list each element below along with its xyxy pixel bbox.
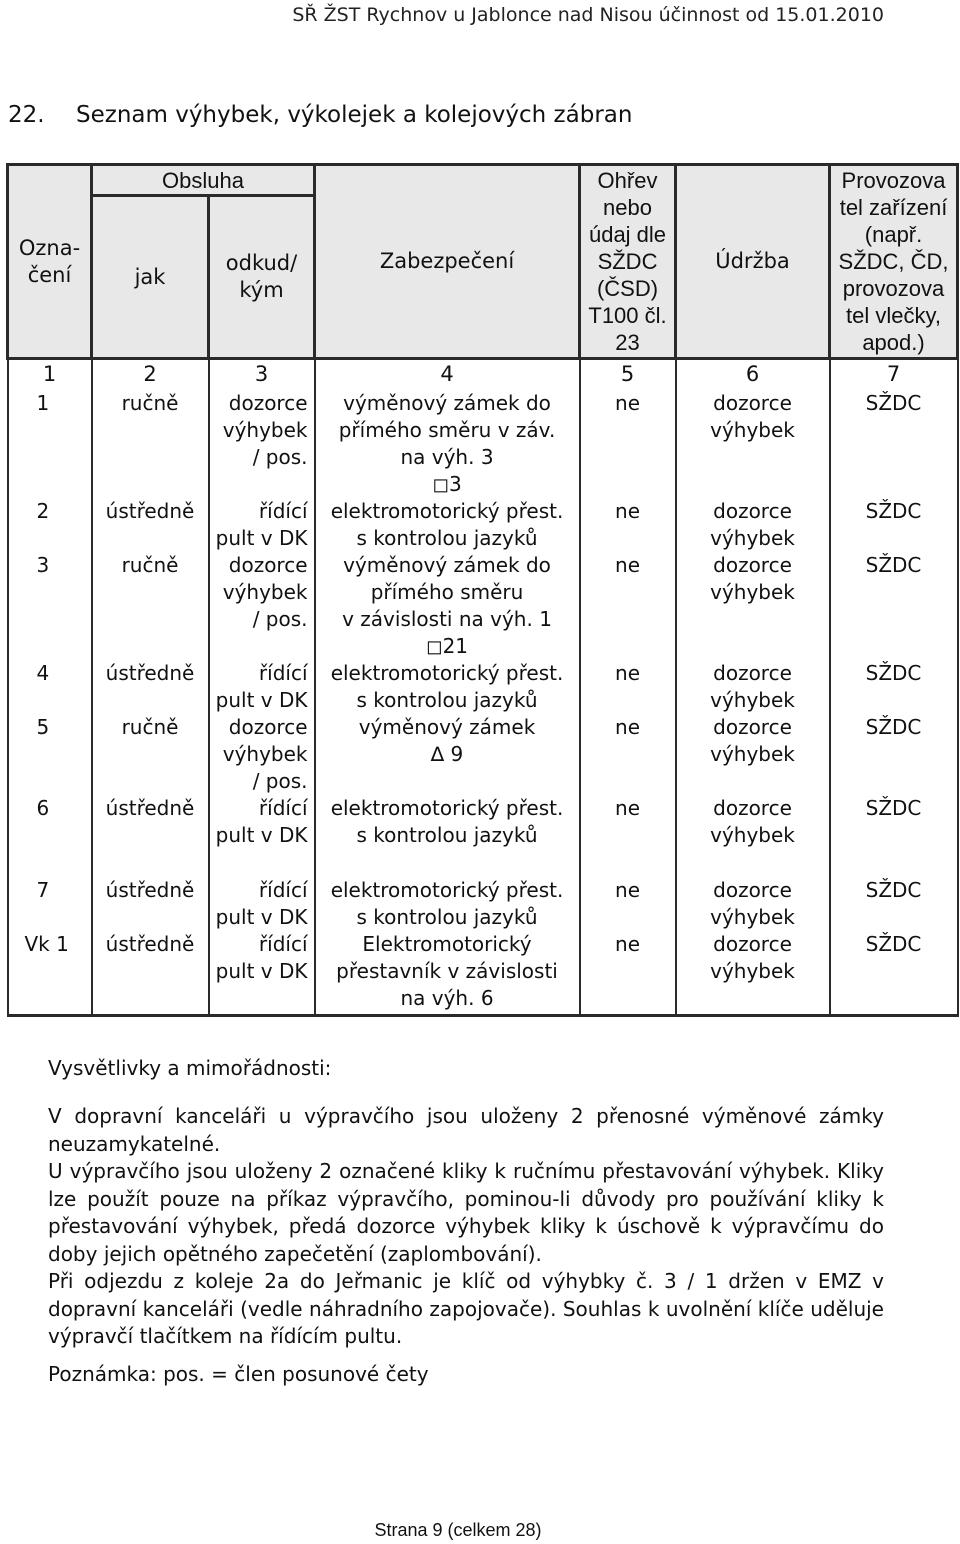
cell-ohrev: ne <box>580 795 676 849</box>
cell-zabezpeceni <box>315 552 580 660</box>
cell-oznaceni: 5 <box>8 714 92 795</box>
cell-udrzba-line: dozorce <box>713 499 792 523</box>
cell-oznaceni: Vk 1 <box>8 931 92 1016</box>
table-row <box>8 388 958 498</box>
cell-zabezpeceni-line: na výh. 3 <box>400 445 494 469</box>
cell-provozovatel: SŽDC <box>830 552 958 660</box>
cell-odkud-line: pult v DK <box>215 688 308 712</box>
column-number: 5 <box>580 359 676 389</box>
cell-zabezpeceni <box>315 498 580 552</box>
spacer-cell <box>315 849 580 877</box>
cell-odkud <box>209 931 315 1016</box>
header-oznaceni: Ozna- čení <box>8 165 92 359</box>
cell-odkud-line: pult v DK <box>215 959 308 983</box>
note-paragraph: U výpravčího jsou uloženy 2 označené kliky k ručnímu přestavování výhybek. Kliky lze použít pouze na příkaz výpravčího, pominou-li důvody pro používání kliky k přestavování výhybek, předá dozorce výhybek kliky k úschově k výpravčímu do doby jejich opětného zapečetění (zaplombování). <box>48 1159 884 1266</box>
cell-zabezpeceni-line: přímého směru <box>370 580 524 604</box>
cell-udrzba-line: výhybek <box>710 742 795 766</box>
switch-table <box>6 163 959 1017</box>
spacer-cell <box>830 849 958 877</box>
section-title <box>8 102 632 128</box>
notes-body <box>48 1103 884 1351</box>
cell-ohrev: ne <box>580 388 676 498</box>
cell-udrzba-line: dozorce <box>713 661 792 685</box>
cell-odkud <box>209 714 315 795</box>
cell-odkud <box>209 498 315 552</box>
cell-udrzba <box>676 552 830 660</box>
cell-udrzba-line: dozorce <box>713 796 792 820</box>
cell-udrzba-line: dozorce <box>713 932 792 956</box>
cell-odkud <box>209 660 315 714</box>
spacer-cell <box>580 849 676 877</box>
column-number: 6 <box>676 359 830 389</box>
cell-odkud-line: řídící <box>258 661 308 685</box>
cell-zabezpeceni <box>315 660 580 714</box>
cell-udrzba-line: dozorce <box>713 553 792 577</box>
cell-zabezpeceni-line: Elektromotorický <box>362 932 532 956</box>
cell-zabezpeceni-line: elektromotorický přest. <box>330 499 564 523</box>
cell-oznaceni: 7 <box>8 877 92 931</box>
cell-jak: ručně <box>92 714 209 795</box>
column-number: 2 <box>92 359 209 389</box>
cell-zabezpeceni-line: s kontrolou jazyků <box>356 688 538 712</box>
cell-udrzba-line: dozorce <box>713 391 792 415</box>
cell-odkud <box>209 552 315 660</box>
cell-udrzba <box>676 877 830 931</box>
cell-oznaceni: 1 <box>8 388 92 498</box>
cell-zabezpeceni-line: s kontrolou jazyků <box>356 823 538 847</box>
cell-udrzba-line: výhybek <box>710 688 795 712</box>
cell-zabezpeceni <box>315 388 580 498</box>
table-row <box>8 660 958 714</box>
cell-zabezpeceni-line: elektromotorický přest. <box>330 796 564 820</box>
spacer-cell <box>209 849 315 877</box>
cell-ohrev: ne <box>580 877 676 931</box>
spacer-cell <box>676 849 830 877</box>
section-title-text: Seznam výhybek, výkolejek a kolejových zábran <box>76 102 633 128</box>
header-ohrev: Ohřev nebo údaj dle SŽDC (ČSD) T100 čl. 23 <box>580 165 676 359</box>
cell-oznaceni: 3 <box>8 552 92 660</box>
cell-zabezpeceni <box>315 931 580 1016</box>
cell-udrzba <box>676 388 830 498</box>
cell-udrzba-line: výhybek <box>710 418 795 442</box>
cell-udrzba <box>676 931 830 1016</box>
cell-jak: ústředně <box>92 795 209 849</box>
cell-provozovatel: SŽDC <box>830 795 958 849</box>
column-number: 4 <box>315 359 580 389</box>
header-udrzba: Údržba <box>676 165 830 359</box>
cell-ohrev: ne <box>580 931 676 1016</box>
cell-odkud-line: výhybek <box>222 742 308 766</box>
cell-ohrev: ne <box>580 660 676 714</box>
column-number-row <box>8 359 958 389</box>
cell-odkud-line: řídící <box>258 796 308 820</box>
cell-zabezpeceni-line: ∆ 9 <box>430 742 464 766</box>
table-row <box>8 877 958 931</box>
column-number: 1 <box>8 359 92 389</box>
spacer-cell <box>92 849 209 877</box>
column-number: 3 <box>209 359 315 389</box>
header-provozovatel: Provozova tel zařízení (např. SŽDC, ČD, provozova tel vlečky, apod.) <box>830 165 958 359</box>
cell-odkud-line: výhybek <box>222 418 308 442</box>
cell-zabezpeceni-line: přestavník v závislosti <box>336 959 558 983</box>
cell-zabezpeceni <box>315 795 580 849</box>
note-paragraph: Při odjezdu z koleje 2a do Jeřmanic je klíč od výhybky č. 3 / 1 držen v EMZ v dopravní kanceláři (vedle náhradního zapojovače). Souhlas k uvolnění klíče uděluje výpravčí tlačítkem na řídícím pultu. <box>48 1269 884 1348</box>
cell-provozovatel: SŽDC <box>830 498 958 552</box>
cell-udrzba <box>676 714 830 795</box>
cell-odkud-line: výhybek <box>222 580 308 604</box>
header-zabezpeceni: Zabezpečení <box>315 165 580 359</box>
notes-title: Vysvětlivky a mimořádnosti: <box>48 1056 332 1080</box>
table-row <box>8 795 958 849</box>
cell-jak: ústředně <box>92 660 209 714</box>
cell-oznaceni: 6 <box>8 795 92 849</box>
cell-provozovatel: SŽDC <box>830 877 958 931</box>
cell-odkud-line: dozorce <box>228 553 308 577</box>
cell-provozovatel: SŽDC <box>830 660 958 714</box>
cell-ohrev: ne <box>580 714 676 795</box>
cell-zabezpeceni-line: v závislosti na výh. 1 <box>342 607 552 631</box>
cell-zabezpeceni-line: ◻3 <box>432 472 462 496</box>
cell-odkud-line: řídící <box>258 932 308 956</box>
header-jak: jak <box>92 196 209 359</box>
cell-odkud-line: dozorce <box>228 715 308 739</box>
cell-udrzba-line: výhybek <box>710 526 795 550</box>
cell-zabezpeceni-line: výměnový zámek <box>358 715 536 739</box>
cell-udrzba-line: výhybek <box>710 580 795 604</box>
cell-udrzba <box>676 498 830 552</box>
cell-odkud-line: pult v DK <box>215 905 308 929</box>
cell-ohrev: ne <box>580 498 676 552</box>
cell-odkud-line: / pos. <box>252 607 308 631</box>
cell-odkud-line: pult v DK <box>215 823 308 847</box>
document-header: SŘ ŽST Rychnov u Jablonce nad Nisou účinnost od 15.01.2010 <box>292 4 884 26</box>
cell-zabezpeceni-line: elektromotorický přest. <box>330 661 564 685</box>
section-number: 22. <box>8 102 45 128</box>
cell-zabezpeceni-line: výměnový zámek do <box>343 553 551 577</box>
cell-udrzba <box>676 795 830 849</box>
cell-zabezpeceni-line: s kontrolou jazyků <box>356 526 538 550</box>
cell-odkud <box>209 388 315 498</box>
cell-zabezpeceni <box>315 714 580 795</box>
cell-jak: ústředně <box>92 498 209 552</box>
cell-udrzba <box>676 660 830 714</box>
cell-zabezpeceni-line: ◻21 <box>425 634 469 658</box>
cell-zabezpeceni-line: výměnový zámek do <box>343 391 551 415</box>
cell-udrzba-line: výhybek <box>710 823 795 847</box>
table-spacer-row <box>8 849 958 877</box>
spacer-cell <box>8 849 92 877</box>
cell-jak: ručně <box>92 552 209 660</box>
cell-provozovatel: SŽDC <box>830 388 958 498</box>
cell-udrzba-line: dozorce <box>713 878 792 902</box>
header-obsluha: Obsluha <box>92 165 315 196</box>
table-row <box>8 714 958 795</box>
table-row <box>8 498 958 552</box>
cell-zabezpeceni-line: přímého směru v záv. <box>338 418 556 442</box>
cell-odkud-line: / pos. <box>252 445 308 469</box>
cell-odkud <box>209 795 315 849</box>
cell-zabezpeceni <box>315 877 580 931</box>
table-row <box>8 552 958 660</box>
header-odkud: odkud/ kým <box>209 196 315 359</box>
column-number: 7 <box>830 359 958 389</box>
cell-udrzba-line: dozorce <box>713 715 792 739</box>
cell-odkud-line: řídící <box>258 878 308 902</box>
page-footer: Strana 9 (celkem 28) <box>374 1520 542 1540</box>
cell-ohrev: ne <box>580 552 676 660</box>
cell-oznaceni: 2 <box>8 498 92 552</box>
cell-zabezpeceni-line: s kontrolou jazyků <box>356 905 538 929</box>
cell-odkud-line: dozorce <box>228 391 308 415</box>
cell-udrzba-line: výhybek <box>710 905 795 929</box>
cell-jak: ústředně <box>92 931 209 1016</box>
note-paragraph: V dopravní kanceláři u výpravčího jsou uloženy 2 přenosné výměnové zámky neuzamykatelné. <box>48 1104 884 1156</box>
cell-odkud-line: pult v DK <box>215 526 308 550</box>
table-row <box>8 931 958 1016</box>
note-remark: Poznámka: pos. = člen posunové čety <box>48 1362 429 1386</box>
cell-odkud-line: / pos. <box>252 769 308 793</box>
cell-provozovatel: SŽDC <box>830 714 958 795</box>
cell-provozovatel: SŽDC <box>830 931 958 1016</box>
cell-jak: ústředně <box>92 877 209 931</box>
cell-zabezpeceni-line: elektromotorický přest. <box>330 878 564 902</box>
cell-odkud-line: řídící <box>258 499 308 523</box>
cell-zabezpeceni-line: na výh. 6 <box>400 986 494 1010</box>
cell-udrzba-line: výhybek <box>710 959 795 983</box>
cell-odkud <box>209 877 315 931</box>
cell-jak: ručně <box>92 388 209 498</box>
cell-oznaceni: 4 <box>8 660 92 714</box>
